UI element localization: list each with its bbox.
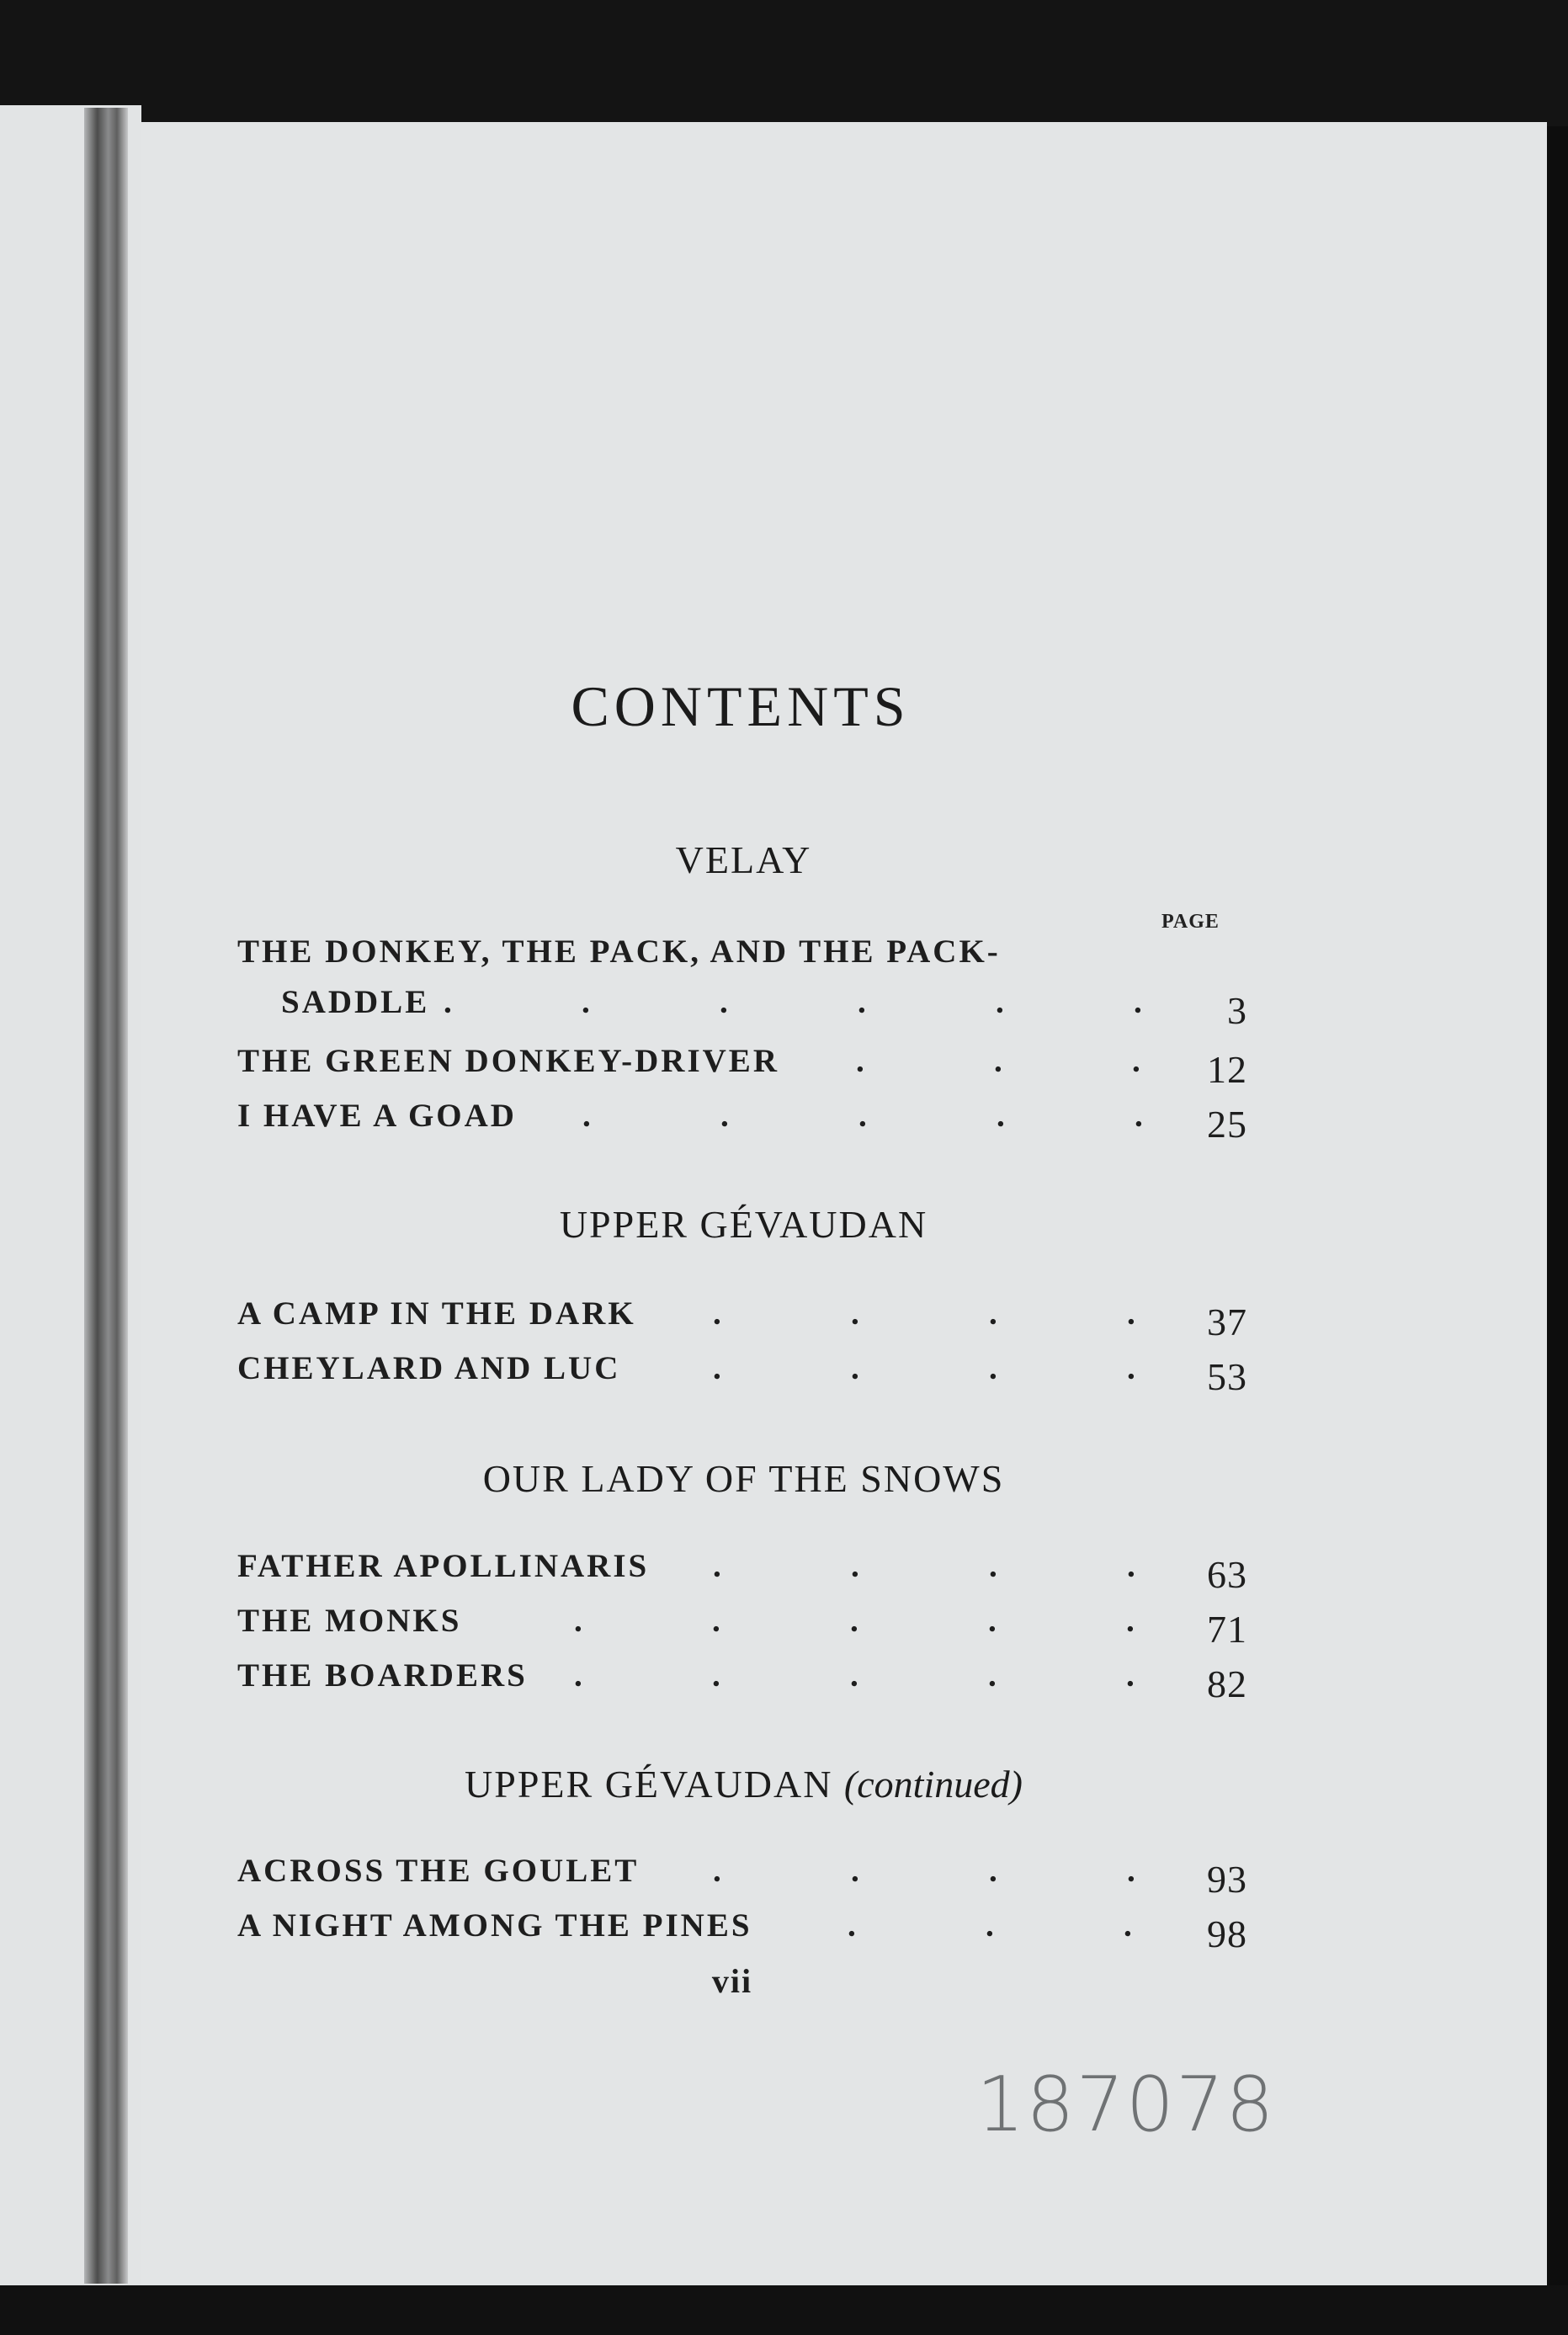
entry-title: A NIGHT AMONG THE PINES [237,1907,752,1944]
page-column-label: PAGE [1161,911,1220,933]
folio-page-number: vii [711,1962,753,2000]
entry-title: FATHER APOLLINARIS [237,1548,650,1584]
leader-dots: . . . [856,1043,1143,1079]
toc-entry [229,1349,1247,1400]
toc-entry [229,1547,1247,1598]
leader-dots: . . . . . . [444,984,1145,1020]
entry-title: CHEYLARD AND LUC [237,1350,621,1386]
leader-dots: . . . . . [574,1603,1137,1639]
heading-text: UPPER GÉVAUDAN [465,1763,833,1806]
page-number: 25 [1207,1103,1247,1146]
entry-title: ACROSS THE GOULET [237,1853,640,1889]
scan-border [0,2285,1568,2335]
toc-entry [229,1602,1247,1652]
page-number: 63 [1207,1553,1247,1596]
toc-entry [229,1097,1247,1147]
page-title: CONTENTS [571,674,911,738]
page-number: 53 [1207,1355,1247,1398]
heading-suffix: (continued) [843,1763,1023,1806]
entry-title: THE GREEN DONKEY-DRIVER [237,1043,779,1079]
toc-entry [229,983,1247,1034]
page-number: 12 [1207,1048,1247,1091]
entry-title: THE MONKS [237,1603,462,1639]
toc-entry [229,933,1247,983]
section-heading-our-lady-of-the-snows: OUR LADY OF THE SNOWS [482,1457,1005,1500]
leader-dots: . . . . . [574,1657,1137,1694]
entry-title: SADDLE [281,984,430,1020]
section-heading-velay: VELAY [675,838,812,881]
page-number: 98 [1207,1912,1247,1955]
leader-dots: . . . . [713,1548,1138,1584]
leader-dots: . . . . . [582,1098,1145,1134]
page-number: 37 [1207,1300,1247,1343]
toc-entry [229,1042,1247,1093]
leader-dots: . . . . [713,1295,1138,1332]
library-stamp-number: 187078 [976,2061,1276,2149]
page-number: 93 [1207,1858,1247,1901]
entry-title: I HAVE A GOAD [237,1098,517,1134]
toc-entry [229,1852,1247,1902]
section-heading-upper-gevaudan: UPPER GÉVAUDAN [559,1203,928,1246]
section-heading-upper-gevaudan-continued [232,1762,1255,1806]
page-edge-shadow [1547,126,1568,2285]
book-gutter [84,108,128,2284]
page-number: 71 [1207,1608,1247,1651]
toc-entry [229,1907,1247,1957]
toc-entry [229,1657,1247,1707]
leader-dots: . . . [848,1907,1135,1944]
page-number: 3 [1227,989,1247,1032]
entry-title: THE DONKEY, THE PACK, AND THE PACK- [237,933,1001,970]
leader-dots: . . . . [713,1350,1138,1386]
entry-title: A CAMP IN THE DARK [237,1295,636,1332]
entry-title: THE BOARDERS [237,1657,528,1694]
page-number: 82 [1207,1662,1247,1705]
toc-entry [229,1295,1247,1345]
leader-dots: . . . . [713,1853,1138,1889]
